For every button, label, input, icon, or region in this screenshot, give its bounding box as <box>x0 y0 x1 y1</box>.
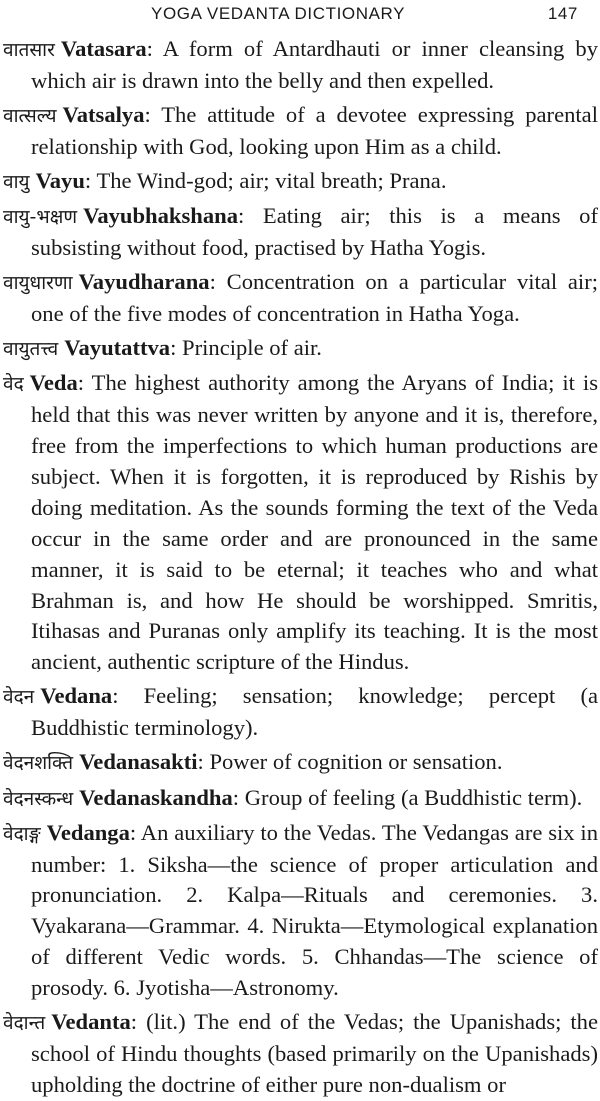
dictionary-entry <box>3 747 598 779</box>
entry-term: Vayu <box>35 168 85 193</box>
dictionary-entry <box>3 1007 598 1101</box>
entry-term: Vayubhakshana <box>83 203 239 229</box>
dictionary-entry <box>3 267 598 330</box>
entry-term: Vedanaskandha <box>79 784 233 810</box>
entry-term: Vedana <box>40 683 113 709</box>
dictionary-entry <box>3 34 598 97</box>
running-header <box>3 0 598 34</box>
sanskrit-headword: वायुधारणा <box>3 272 73 295</box>
entry-term: Vatasara <box>60 36 147 61</box>
sanskrit-headword: वेदन <box>3 686 35 709</box>
entry-definition: : Eating air; this is a means of subsisting without food, practised by Hatha Yogis. <box>31 203 598 260</box>
sanskrit-headword: वायुतत्त्व <box>3 338 59 361</box>
entry-definition: : Principle of air. <box>170 335 322 361</box>
entry-definition: : Feeling; sensation; knowledge; percept (a Buddhistic terminology). <box>31 683 598 741</box>
entry-term: Vedanasakti <box>79 749 198 775</box>
dictionary-entry <box>3 201 598 264</box>
sanskrit-headword: वेदनशक्ति <box>3 752 74 775</box>
dictionary-entry <box>3 100 598 163</box>
entry-definition: : Group of feeling (a Buddhistic term). <box>232 784 583 810</box>
dictionary-entry <box>3 166 598 198</box>
entry-definition: : The Wind-god; air; vital breath; Prana. <box>84 168 447 193</box>
dictionary-entry <box>3 368 598 678</box>
entry-term: Vedanta <box>51 1009 131 1035</box>
dictionary-entry <box>3 783 598 815</box>
entry-term: Vayudharana <box>78 269 210 295</box>
sanskrit-headword: वेदान्त <box>3 1012 46 1035</box>
sanskrit-headword: वायु <box>3 171 30 193</box>
sanskrit-headword: वेदाङ्ग <box>3 822 41 845</box>
dictionary-entry <box>3 333 598 365</box>
entry-term: Vatsalya <box>62 102 145 127</box>
entry-term: Vedanga <box>46 819 130 845</box>
entry-definition: : Concentration on a particular vital air; one of the five modes of concentration in Hatha Yoga. <box>31 269 598 326</box>
running-title: YOGA VEDANTA DICTIONARY <box>151 4 406 23</box>
entry-definition: : The attitude of a devotee expressing parental relationship with God, looking upon Him as a child. <box>31 102 598 159</box>
entry-definition: : The highest authority among the Aryans of India; it is held that this was never written by anyone and it is, therefore, free from the imperfections to which human productions are subject. When it is forgotten, it is reproduced by Rishis by doing meditation. As the sounds forming the text of the Veda occur in the same order and are pronounced in the same manner, it is said to be eternal; it teaches who and what Brahman is, and how He should be worshipped. Smritis, Itihasas and Puranas only amplify its teaching. It is the most ancient, authentic scripture of the Hindus. <box>31 370 598 675</box>
sanskrit-headword: वात्सल्य <box>3 105 57 127</box>
entry-term: Veda <box>29 370 78 396</box>
entry-list <box>3 34 598 1101</box>
entry-definition: : Power of cognition or sensation. <box>197 749 503 775</box>
sanskrit-headword: वातसार <box>3 39 55 61</box>
dictionary-entry <box>3 818 598 1004</box>
sanskrit-headword: वेदनस्कन्ध <box>3 787 74 810</box>
entry-definition: : An auxiliary to the Vedas. The Vedangas are six in number: 1. Siksha—the science of proper articulation and pronunciation. 2. Kalpa—Rituals and ceremonies. 3. Vyakarana—Grammar. 4. Nirukta—Etymological explanation of different Vedic words. 5. Chhandas—The science of prosody. 6. Jyotisha—Astronomy. <box>31 819 598 1001</box>
sanskrit-headword: वायु-भक्षण <box>3 206 78 229</box>
entry-term: Vayutattva <box>64 335 171 361</box>
entry-definition: : (lit.) The end of the Vedas; the Upanishads; the school of Hindu thoughts (based primarily on the Upanishads) upholding the doctrine of either pure non-dualism or <box>31 1009 598 1098</box>
sanskrit-headword: वेद <box>3 373 24 396</box>
page-number: 147 <box>547 4 578 23</box>
entry-definition: : A form of Antardhauti or inner cleansing by which air is drawn into the belly and then expelled. <box>31 36 598 93</box>
dictionary-entry <box>3 681 598 744</box>
